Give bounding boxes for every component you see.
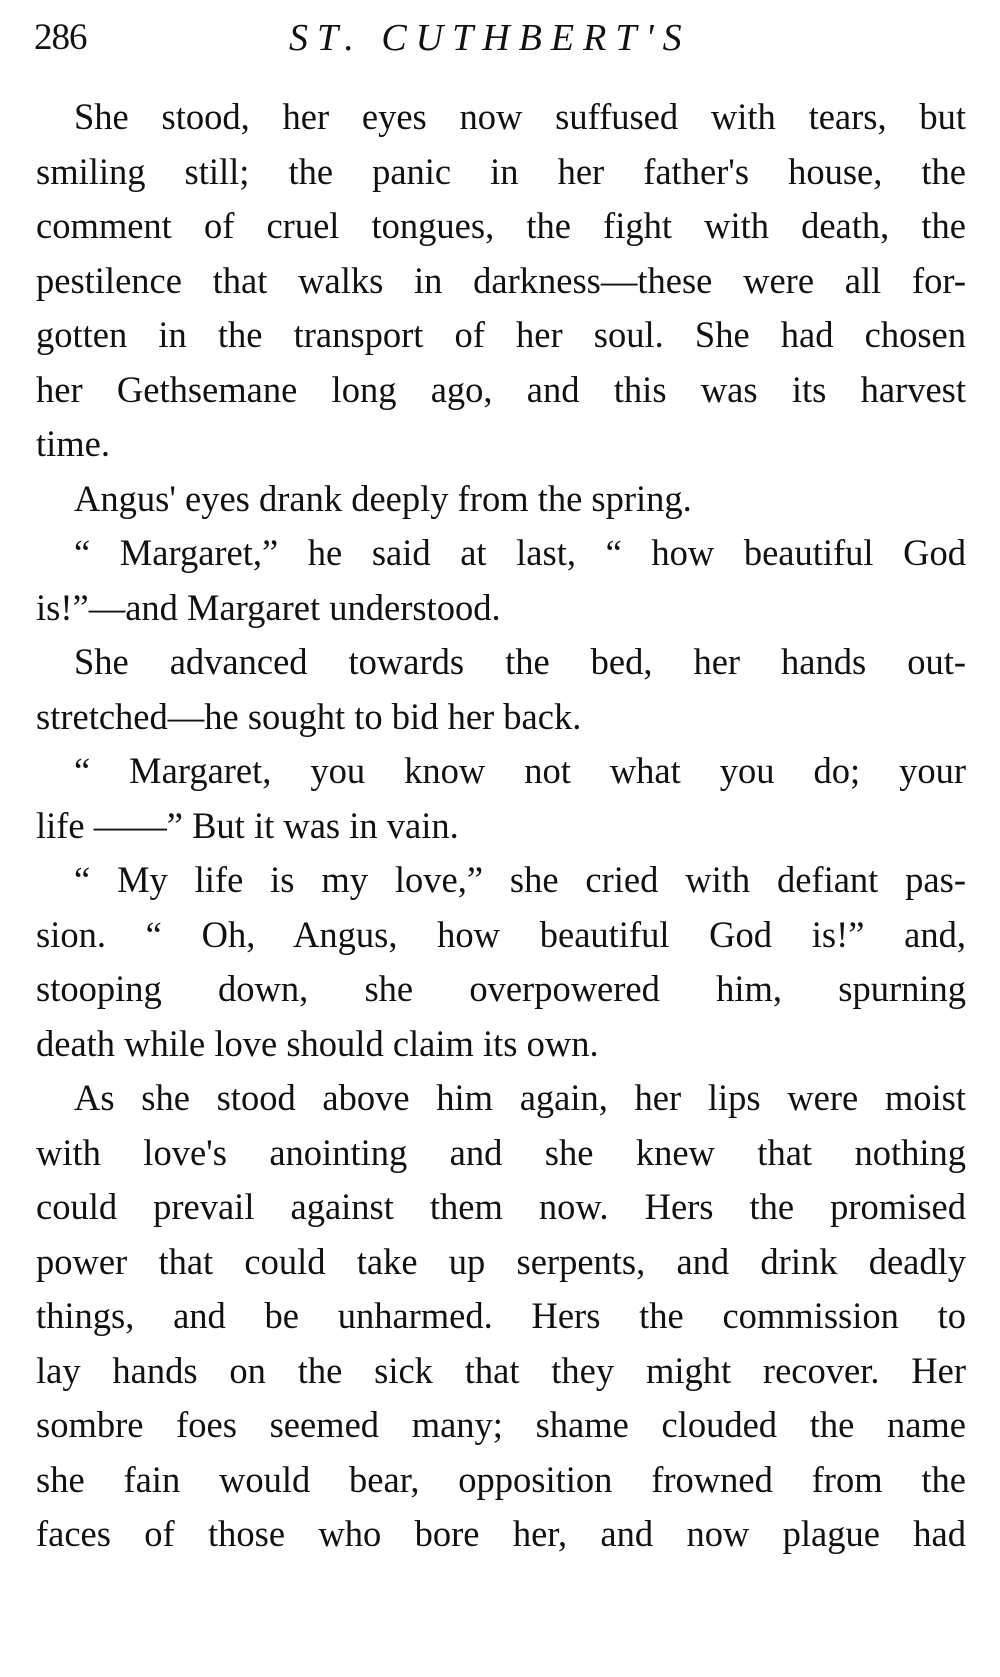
text-line: she fain would bear, opposition frowned from the [36,1458,966,1500]
text-line: time. [36,423,110,464]
text-line: stooping down, she overpowered him, spurning [36,968,966,1009]
page-number: 286 [34,17,87,58]
text-line: “ Margaret,” he said at last, “ how beautiful God [74,532,966,573]
running-title: ST. CUTHBERT'S [289,17,691,59]
text-line: could prevail against them now. Hers the promised [36,1186,966,1227]
text-line: She advanced towards the bed, her hands out- [74,641,966,682]
text-line: life ——” But it was in vain. [36,804,459,846]
text-line: “ My life is my love,” she cried with defiant pas- [74,859,966,900]
text-line: stretched—he sought to bid her back. [36,695,582,737]
text-line: gotten in the transport of her soul. She had chosen [36,314,966,355]
text-line: faces of those who bore her, and now plague had [36,1513,966,1554]
text-line: sion. “ Oh, Angus, how beautiful God is!” and, [36,913,966,955]
page-header [34,14,954,74]
text-line: her Gethsemane long ago, and this was its harvest [36,368,966,410]
text-line: smiling still; the panic in her father's house, the [36,150,966,192]
text-line: pestilence that walks in darkness—these were all for- [36,259,966,301]
text-line: is!”—and Margaret understood. [36,586,501,628]
text-line: things, and be unharmed. Hers the commission to [36,1295,966,1336]
text-line: Angus' eyes drank deeply from the spring. [74,477,692,519]
text-line: sombre foes seemed many; shame clouded the name [36,1404,966,1445]
text-line: “ Margaret, you know not what you do; your [74,750,966,791]
text-line: She stood, her eyes now suffused with tears, but [74,96,966,137]
text-line: lay hands on the sick that they might recover. Her [36,1349,966,1391]
text-line: comment of cruel tongues, the fight with death, the [36,205,966,246]
body-text [36,90,966,1562]
text-line: power that could take up serpents, and drink deadly [36,1240,966,1282]
text-line: with love's anointing and she knew that nothing [36,1131,966,1173]
text-line: As she stood above him again, her lips were moist [74,1077,966,1118]
text-line: death while love should claim its own. [36,1022,599,1064]
